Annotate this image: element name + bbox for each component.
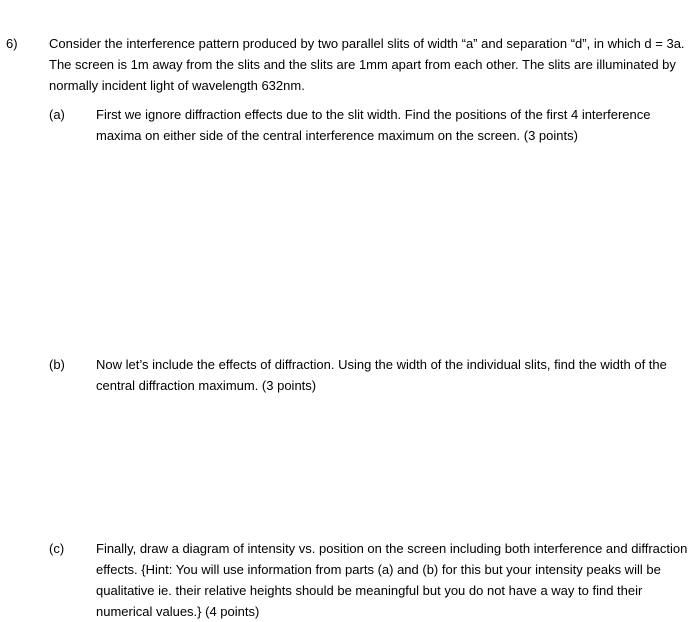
part-b-text: Now let’s include the effects of diffraction. Using the width of the individual slits, find the width of the central diffraction maximum. (3 points) [96, 357, 667, 393]
question-intro: Consider the interference pattern produced by two parallel slits of width “a” and separation “d”, in which d = 3a. The screen is 1m away from the slits and the slits are 1mm apart from each other. The slits are illuminated by normally incident light of wavelength 632nm. [49, 36, 685, 93]
part-c-label: (c) [49, 541, 65, 556]
part-c-text: Finally, draw a diagram of intensity vs. position on the screen including both interference and diffraction effects. {Hint: You will use information from parts (a) and (b) for this but your intensity peaks will be qualitative ie. their relative heights should be meaningful but you do not have a way to find their numerical values.} (4 points) [96, 541, 688, 619]
part-b-label: (b) [49, 357, 65, 372]
question-number: 6) [6, 36, 18, 51]
part-a-label: (a) [49, 107, 65, 122]
part-a-text: First we ignore diffraction effects due to the slit width. Find the positions of the first 4 interference maxima on either side of the central interference maximum on the screen. (3 points) [96, 107, 651, 143]
